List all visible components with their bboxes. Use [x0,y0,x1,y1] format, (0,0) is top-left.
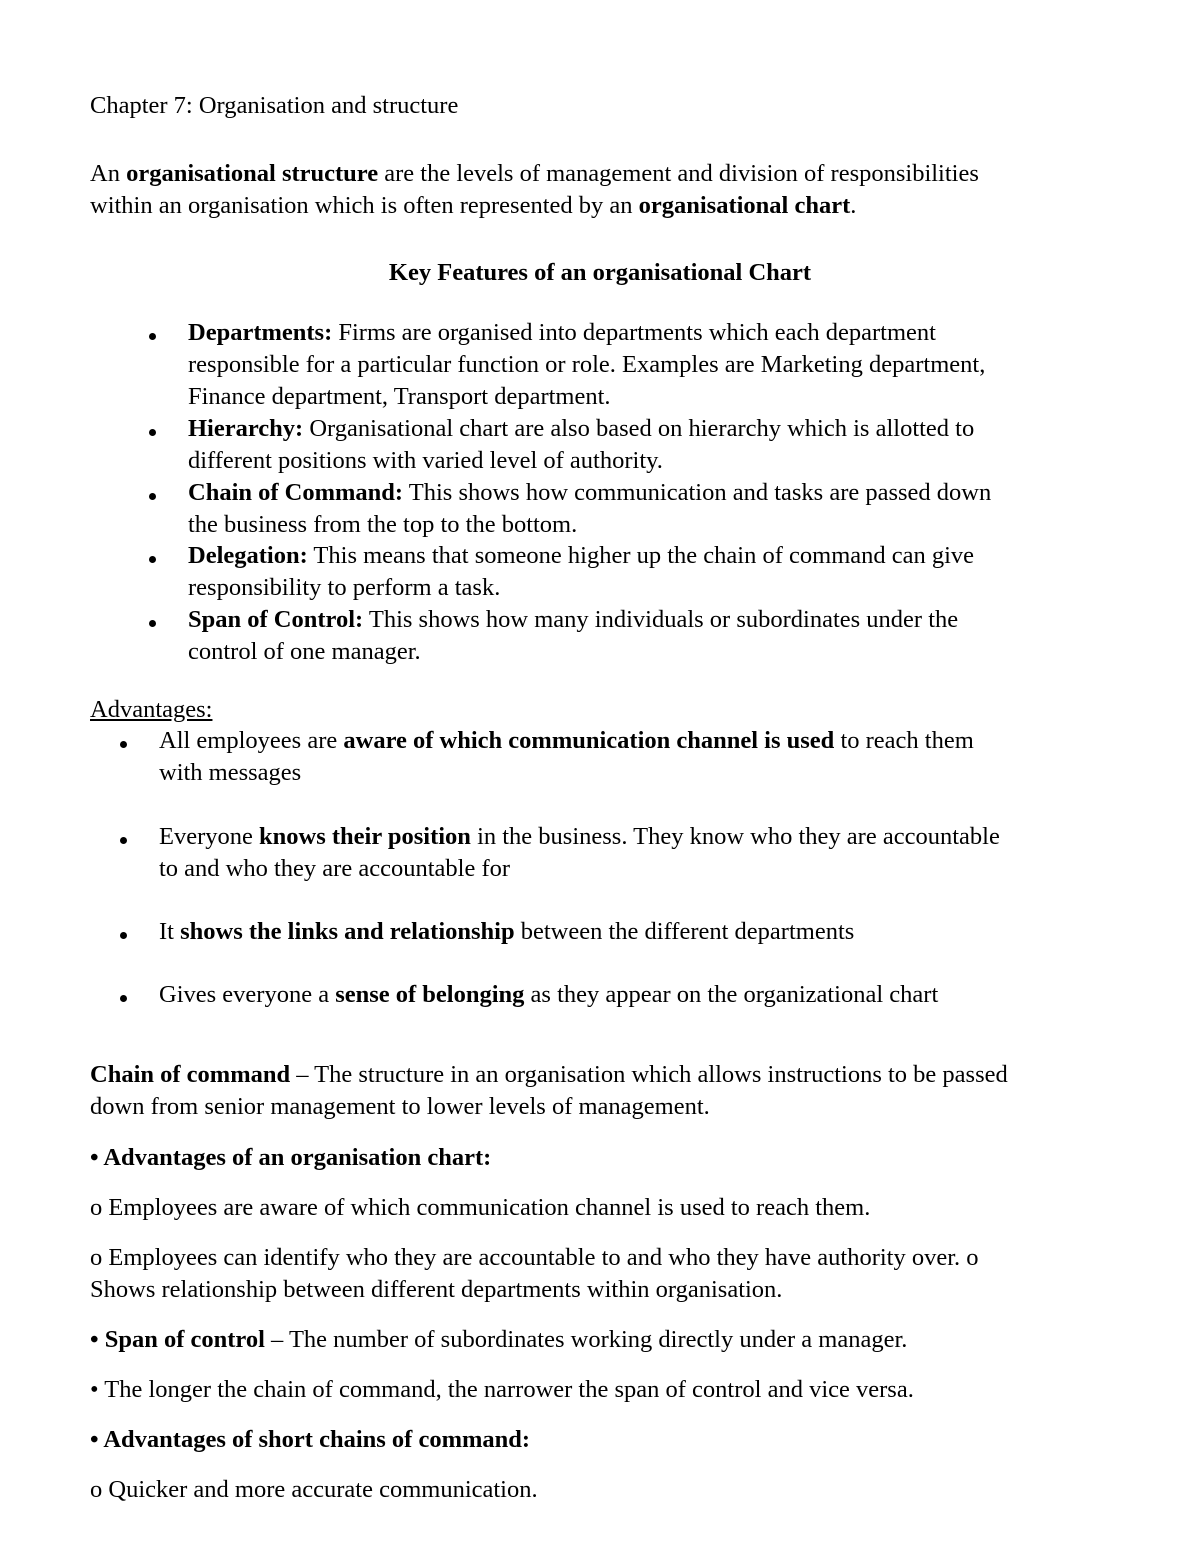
bullet-icon [149,429,156,436]
bullet-icon [120,741,127,748]
chain-def-line-2: down from senior management to lower levels of management. [90,1093,710,1120]
bullet-icon [149,620,156,627]
advantage-3: It shows the links and relationship between the different departments [159,918,855,945]
feature-departments-line-2: responsible for a particular function or role. Examples are Marketing department, [188,351,986,378]
adv-short-chains-heading: • Advantages of short chains of command: [90,1426,531,1453]
bullet-icon [120,837,127,844]
advantage-2-line-1: Everyone knows their position in the business. They know who they are accountable [159,823,1000,850]
adv-chart-item-2-line-2: Shows relationship between different departments within organisation. [90,1276,783,1303]
bullet-icon [120,995,127,1002]
advantages-heading: Advantages: [90,696,213,723]
feature-delegation-line-1: Delegation: This means that someone higher up the chain of command can give [188,542,975,569]
feature-hierarchy-line-1: Hierarchy: Organisational chart are also based on hierarchy which is allotted to [188,415,975,442]
span-of-control-def: • Span of control – The number of subordinates working directly under a manager. [90,1326,908,1353]
advantage-1-line-1: All employees are aware of which communication channel is used to reach them [159,727,974,754]
longer-chain-note: • The longer the chain of command, the narrower the span of control and vice versa. [90,1376,914,1403]
key-features-heading: Key Features of an organisational Chart [388,259,812,286]
advantage-4: Gives everyone a sense of belonging as they appear on the organizational chart [159,981,939,1008]
intro-line-1: An organisational structure are the levels of management and division of responsibilities [90,160,979,187]
adv-chart-item-2-line-1: o Employees can identify who they are accountable to and who they have authority over. o [90,1244,979,1271]
feature-span-line-1: Span of Control: This shows how many individuals or subordinates under the [188,606,959,633]
feature-span-line-2: control of one manager. [188,638,421,665]
adv-short-chains-item-1: o Quicker and more accurate communication. [90,1476,538,1503]
advantage-1-line-2: with messages [159,759,302,786]
feature-chain-line-1: Chain of Command: This shows how communication and tasks are passed down [188,479,992,506]
feature-departments-line-1: Departments: Firms are organised into departments which each department [188,319,936,346]
feature-departments-line-3: Finance department, Transport department. [188,383,611,410]
bullet-icon [120,932,127,939]
bullet-icon [149,556,156,563]
adv-chart-heading: • Advantages of an organisation chart: [90,1144,492,1171]
chain-def-line-1: Chain of command – The structure in an organisation which allows instructions to be passed [90,1061,1008,1088]
bullet-icon [149,493,156,500]
adv-chart-item-1: o Employees are aware of which communication channel is used to reach them. [90,1194,871,1221]
feature-delegation-line-2: responsibility to perform a task. [188,574,501,601]
intro-line-2: within an organisation which is often represented by an organisational chart. [90,192,857,219]
bullet-icon [149,333,156,340]
feature-hierarchy-line-2: different positions with varied level of authority. [188,447,663,474]
feature-chain-line-2: the business from the top to the bottom. [188,511,578,538]
advantage-2-line-2: to and who they are accountable for [159,855,511,882]
chapter-title: Chapter 7: Organisation and structure [90,92,459,119]
